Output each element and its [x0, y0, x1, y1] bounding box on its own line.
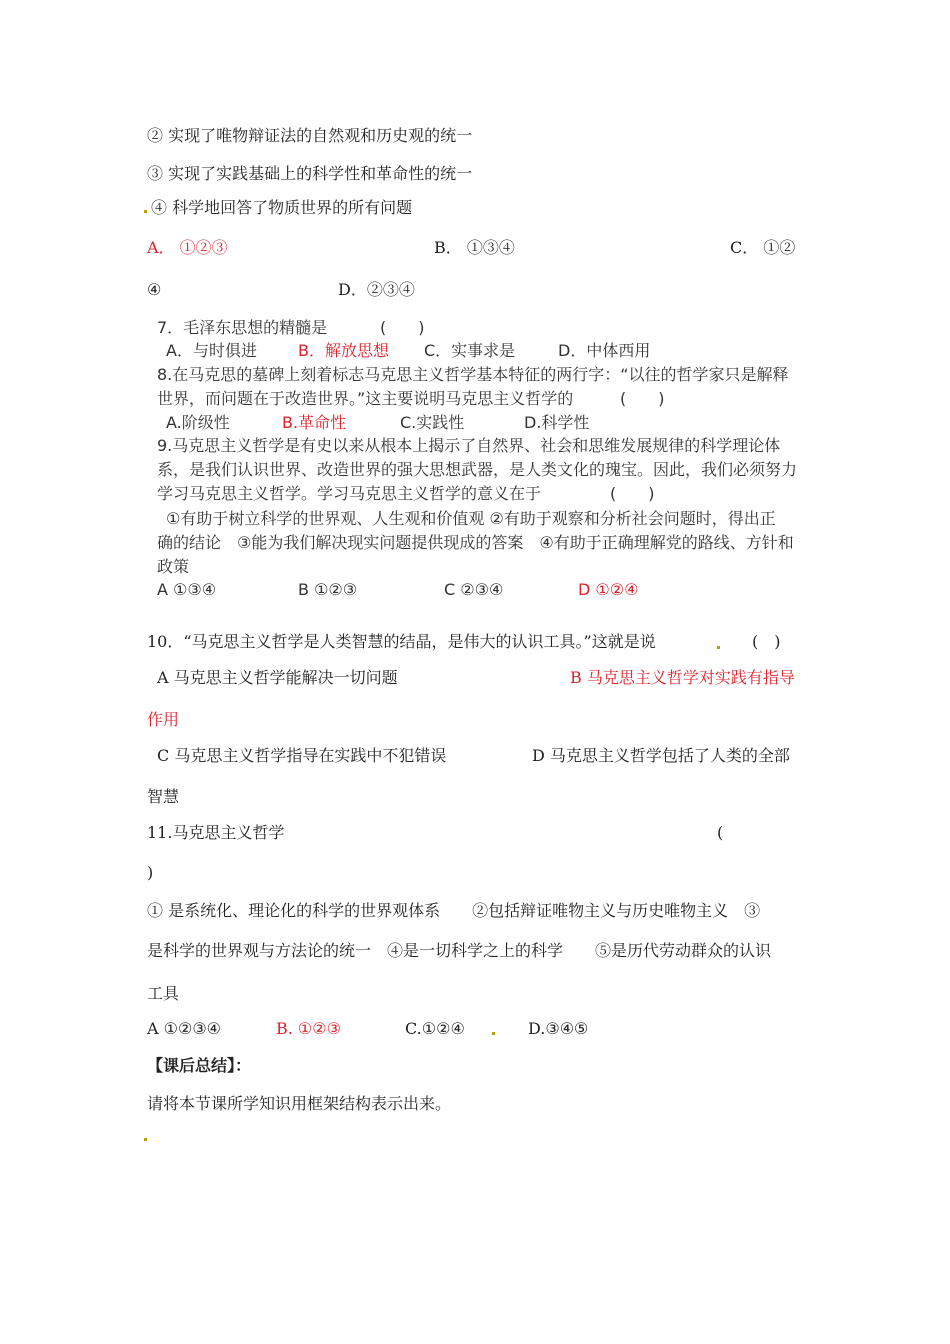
q10-option-b: B 马克思主义哲学对实践有指导 [570, 668, 795, 687]
q11-line-2: 是科学的世界观与方法论的统一 ④是一切科学之上的科学 ⑤是历代劳动群众的认识 [147, 941, 772, 960]
q11-option-b: B. ①②③ [276, 1019, 341, 1038]
q6-option-2: ② 实现了唯物辩证法的自然观和历史观的统一 [147, 126, 473, 145]
q8-paren: ( ) [620, 389, 665, 408]
q11-paren-close: ) [147, 863, 154, 882]
q10-option-a: A 马克思主义哲学能解决一切问题 [157, 668, 398, 687]
q6-answer-c: C． ①② [730, 238, 796, 257]
q6-answer-b: B． ①③④ [434, 238, 515, 257]
summary-text: 请将本节课所学知识用框架结构表示出来。 [147, 1094, 452, 1113]
q7-option-c: C．实事求是 [424, 341, 516, 360]
q6-answer-d: D．②③④ [338, 280, 415, 299]
q9-line-1: 9.马克思主义哲学是有史以来从根本上揭示了自然界、社会和思维发展规律的科学理论体 [157, 436, 781, 455]
q9-option-b: B ①②③ [298, 580, 358, 599]
q10-option-c: C 马克思主义哲学指导在实践中不犯错误 [157, 746, 447, 765]
q9-line-5: 确的结论 ③能为我们解决现实问题提供现成的答案 ④有助于正确理解党的路线、方针和 [157, 533, 794, 552]
q7-option-a: A．与时俱进 [166, 341, 257, 360]
q11-option-c: C.①②④ [405, 1019, 465, 1038]
q9-line-3: 学习马克思主义哲学。学习马克思主义哲学的意义在于 [157, 484, 542, 503]
q9-paren: ( ) [610, 484, 655, 503]
summary-heading: 【课后总结】： [147, 1056, 252, 1075]
q10-stem: 10．“马克思主义哲学是人类智慧的结晶，是伟大的认识工具。”这就是说 [147, 632, 656, 651]
q6-option-3: ③ 实现了实践基础上的科学性和革命性的统一 [147, 164, 473, 183]
q11-option-a: A ①②③④ [147, 1019, 222, 1038]
q11-stem: 11.马克思主义哲学 [147, 823, 285, 842]
q8-option-d: D.科学性 [524, 413, 590, 432]
q10-option-b-wrap: 作用 [147, 710, 180, 729]
q9-option-d: D ①②④ [578, 580, 639, 599]
stray-mark [717, 646, 720, 649]
q10-option-d-wrap: 智慧 [147, 787, 180, 806]
q7-option-d: D．中体西用 [558, 341, 651, 360]
q7-option-b: B．解放思想 [298, 341, 389, 360]
stray-mark [144, 1138, 147, 1141]
q6-answer-a: A． ①②③ [147, 238, 228, 257]
q8-option-b: B.革命性 [282, 413, 347, 432]
q8-option-c: C.实践性 [400, 413, 465, 432]
q11-line-3: 工具 [147, 984, 180, 1003]
q10-paren: ( ) [752, 632, 781, 651]
q11-paren-open: ( [717, 823, 724, 842]
q9-line-6: 政策 [157, 557, 190, 576]
q9-option-c: C ②③④ [444, 580, 504, 599]
q8-option-a: A.阶级性 [166, 413, 230, 432]
q10-option-d: D 马克思主义哲学包括了人类的全部 [532, 746, 790, 765]
q8-line-1: 8.在马克思的墓碑上刻着标志马克思主义哲学基本特征的两行字：“以往的哲学家只是解释 [157, 365, 789, 384]
q9-option-a: A ①③④ [157, 580, 217, 599]
q7-paren: ( ) [380, 318, 425, 337]
q11-line-1: ① 是系统化、理论化的科学的世界观体系 ②包括辩证唯物主义与历史唯物主义 ③ [147, 901, 761, 920]
q7-stem: 7．毛泽东思想的精髓是 [157, 318, 328, 337]
stray-mark [492, 1032, 495, 1035]
q6-answer-c-wrap: ④ [147, 280, 162, 299]
q9-line-2: 系，是我们认识世界、改造世界的强大思想武器，是人类文化的瑰宝。因此，我们必须努力 [157, 460, 798, 479]
stray-mark [144, 210, 147, 213]
q6-option-4: ④ 科学地回答了物质世界的所有问题 [151, 198, 413, 217]
q11-option-d: D.③④⑤ [528, 1019, 589, 1038]
q9-line-4: ①有助于树立科学的世界观、人生观和价值观 ②有助于观察和分析社会问题时，得出正 [166, 509, 776, 528]
q8-line-2: 世界，而问题在于改造世界。”这主要说明马克思主义哲学的 [157, 389, 574, 408]
